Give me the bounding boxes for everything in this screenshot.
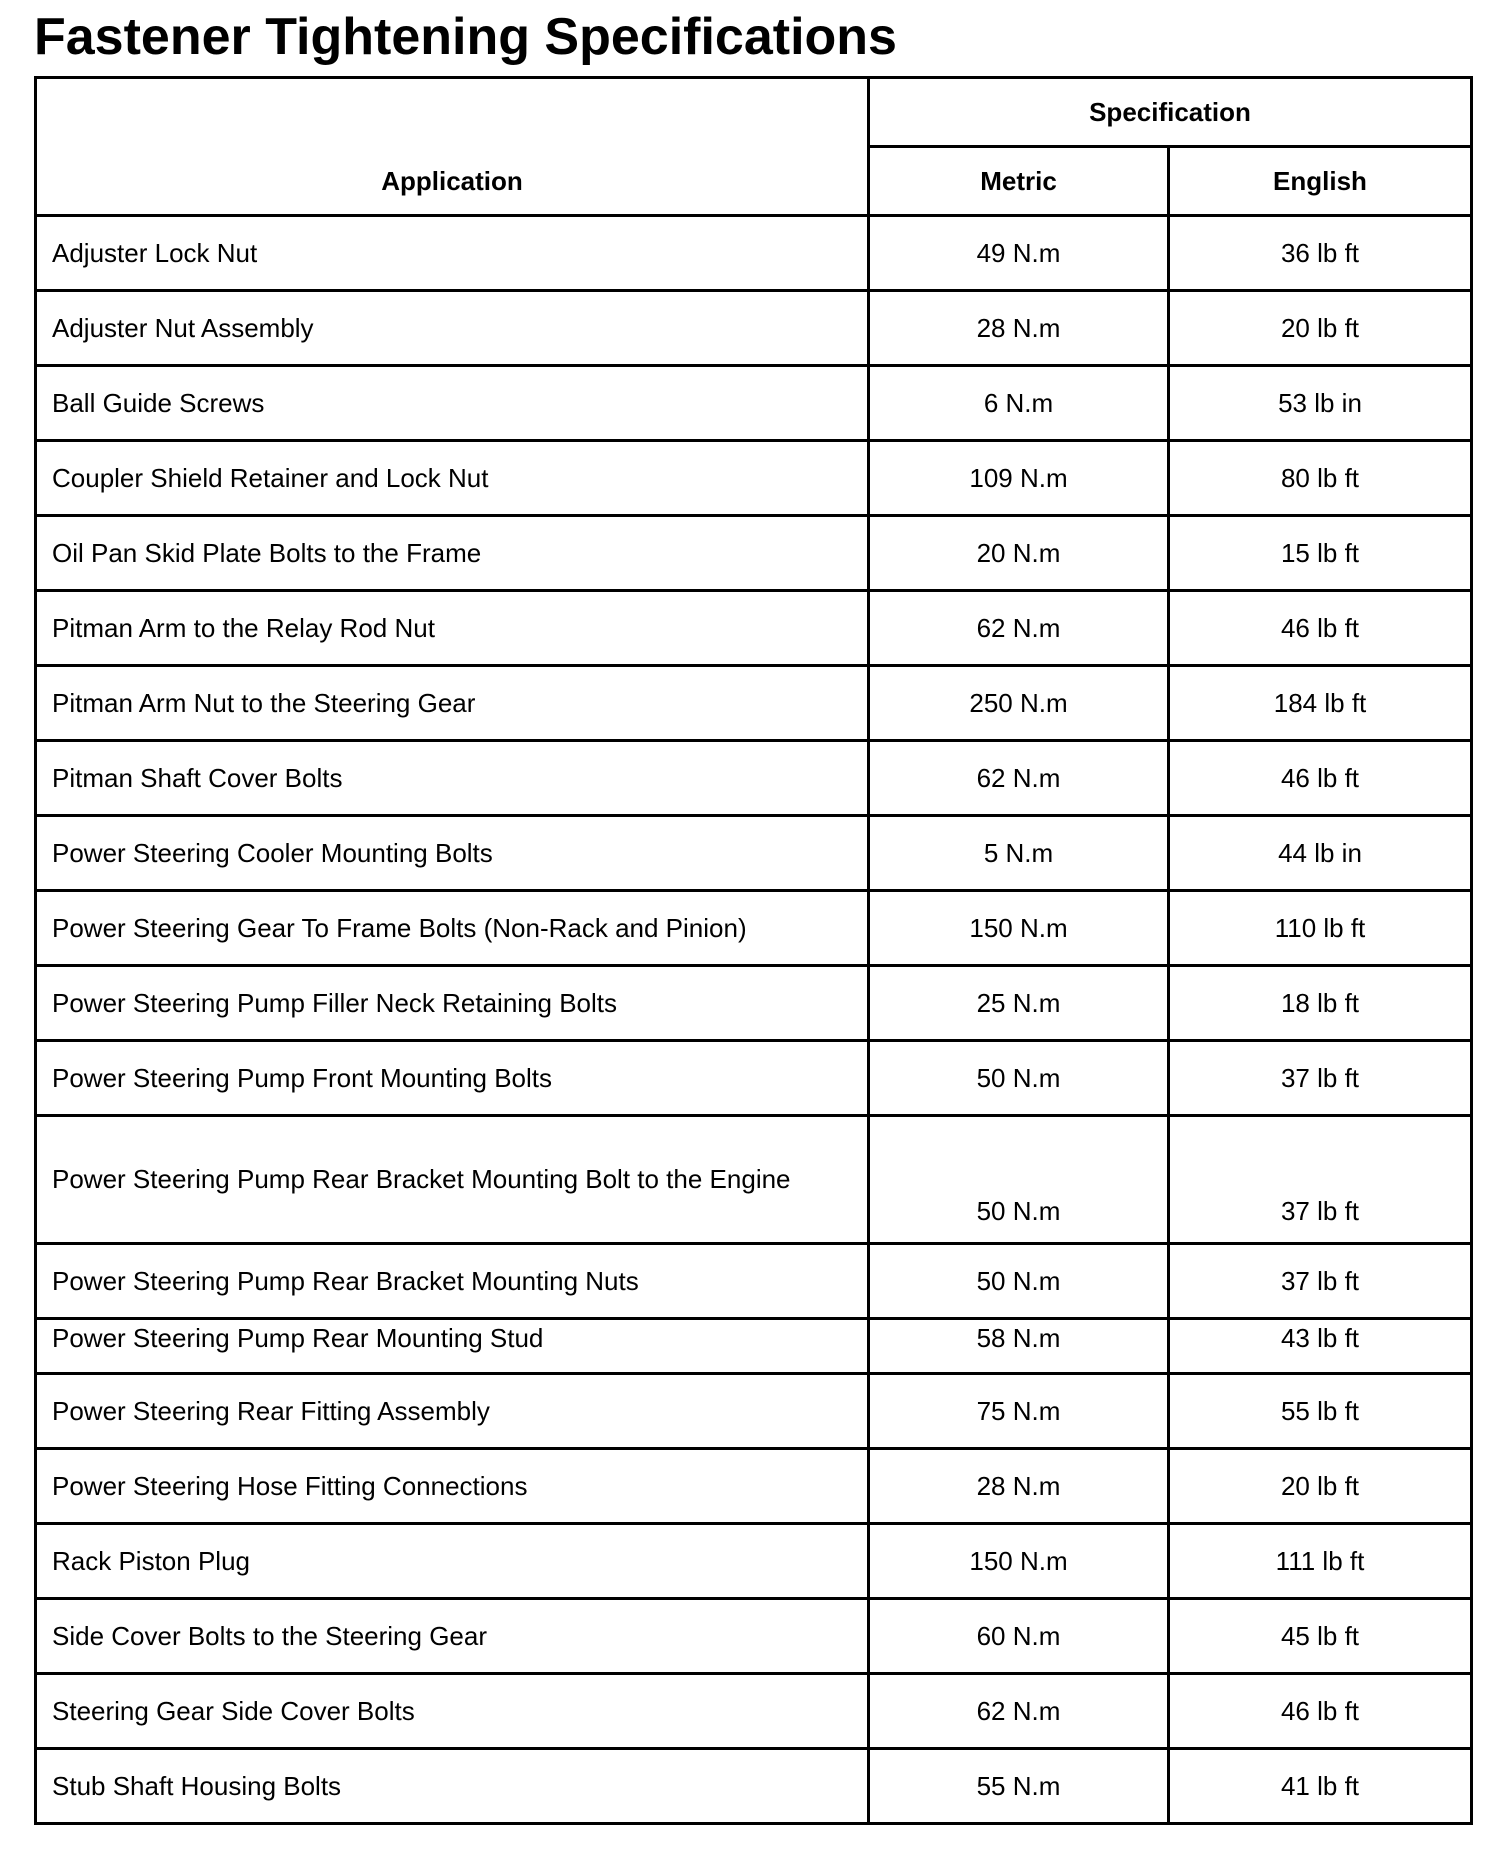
table-row [36,966,1472,1041]
cell-metric: 150 N.m [869,1524,1169,1599]
cell-metric: 28 N.m [869,291,1169,366]
cell-metric: 55 N.m [869,1749,1169,1824]
cell-english: 44 lb in [1169,816,1472,891]
table-row [36,216,1472,291]
table-row [36,741,1472,816]
cell-metric: 20 N.m [869,516,1169,591]
cell-application [36,1319,869,1374]
cell-application: Ball Guide Screws [36,366,869,441]
page-title: Fastener Tightening Specifications [34,8,897,66]
cell-metric: 75 N.m [869,1374,1169,1449]
cell-metric: 250 N.m [869,666,1169,741]
cell-application: Power Steering Cooler Mounting Bolts [36,816,869,891]
cell-metric: 6 N.m [869,366,1169,441]
cell-english: 46 lb ft [1169,741,1472,816]
cell-metric: 109 N.m [869,441,1169,516]
table-row [36,591,1472,666]
cell-application: Adjuster Lock Nut [36,216,869,291]
cell-english-text: 43 lb ft [1280,1323,1360,1353]
table-row [36,1116,1472,1244]
table-row [36,1449,1472,1524]
cell-english: 45 lb ft [1169,1599,1472,1674]
cell-application-text: Power Steering Pump Rear Mounting Stud [52,1323,544,1353]
cell-application: Power Steering Pump Rear Bracket Mounting Bolt to the Engine [36,1116,869,1244]
cell-application: Oil Pan Skid Plate Bolts to the Frame [36,516,869,591]
cell-application: Side Cover Bolts to the Steering Gear [36,1599,869,1674]
table-row [36,1319,1472,1374]
cell-metric: 25 N.m [869,966,1169,1041]
cell-english: 36 lb ft [1169,216,1472,291]
cell-english: 55 lb ft [1169,1374,1472,1449]
table-row [36,816,1472,891]
cell-metric: 50 N.m [869,1041,1169,1116]
cell-metric: 28 N.m [869,1449,1169,1524]
cell-english: 37 lb ft [1169,1244,1472,1319]
cell-metric: 62 N.m [869,1674,1169,1749]
cell-application: Power Steering Pump Filler Neck Retaining Bolts [36,966,869,1041]
cell-application: Adjuster Nut Assembly [36,291,869,366]
table-row [36,1599,1472,1674]
header-english: English [1169,147,1472,216]
cell-application: Power Steering Gear To Frame Bolts (Non-Rack and Pinion) [36,891,869,966]
table-row [36,666,1472,741]
cell-application: Pitman Shaft Cover Bolts [36,741,869,816]
cell-application: Pitman Arm Nut to the Steering Gear [36,666,869,741]
table-row [36,291,1472,366]
table-row [36,516,1472,591]
cell-metric-text: 58 N.m [976,1323,1061,1353]
cell-english: 15 lb ft [1169,516,1472,591]
table-row [36,1524,1472,1599]
cell-application: Power Steering Pump Rear Bracket Mounting Nuts [36,1244,869,1319]
cell-metric: 150 N.m [869,891,1169,966]
cell-english: 37 lb ft [1169,1041,1472,1116]
cell-metric: 60 N.m [869,1599,1169,1674]
table-row [36,441,1472,516]
cell-english: 20 lb ft [1169,1449,1472,1524]
table-row [36,891,1472,966]
cell-english: 80 lb ft [1169,441,1472,516]
table-row [36,1041,1472,1116]
cell-metric: 62 N.m [869,741,1169,816]
cell-application: Stub Shaft Housing Bolts [36,1749,869,1824]
cell-english: 46 lb ft [1169,591,1472,666]
cell-application: Coupler Shield Retainer and Lock Nut [36,441,869,516]
fastener-spec-table [34,76,1473,1825]
cell-english: 184 lb ft [1169,666,1472,741]
header-specification: Specification [869,78,1472,147]
cell-english: 110 lb ft [1169,891,1472,966]
header-metric: Metric [869,147,1169,216]
table-row [36,366,1472,441]
table-row [36,1244,1472,1319]
cell-english: 53 lb in [1169,366,1472,441]
cell-application: Pitman Arm to the Relay Rod Nut [36,591,869,666]
cell-application: Power Steering Rear Fitting Assembly [36,1374,869,1449]
header-row-top [36,78,1472,147]
cell-english: 20 lb ft [1169,291,1472,366]
table-row [36,1374,1472,1449]
cell-application: Power Steering Hose Fitting Connections [36,1449,869,1524]
cell-english [1169,1319,1472,1374]
cell-english: 111 lb ft [1169,1524,1472,1599]
cell-application: Power Steering Pump Front Mounting Bolts [36,1041,869,1116]
cell-english: 46 lb ft [1169,1674,1472,1749]
cell-application: Rack Piston Plug [36,1524,869,1599]
cell-english: 37 lb ft [1169,1116,1472,1244]
table-row [36,1749,1472,1824]
table-row [36,1674,1472,1749]
cell-metric: 49 N.m [869,216,1169,291]
cell-metric: 5 N.m [869,816,1169,891]
header-application: Application [36,78,869,216]
cell-metric [869,1319,1169,1374]
cell-english: 18 lb ft [1169,966,1472,1041]
cell-metric: 50 N.m [869,1244,1169,1319]
cell-application: Steering Gear Side Cover Bolts [36,1674,869,1749]
cell-metric: 62 N.m [869,591,1169,666]
cell-english: 41 lb ft [1169,1749,1472,1824]
cell-metric: 50 N.m [869,1116,1169,1244]
